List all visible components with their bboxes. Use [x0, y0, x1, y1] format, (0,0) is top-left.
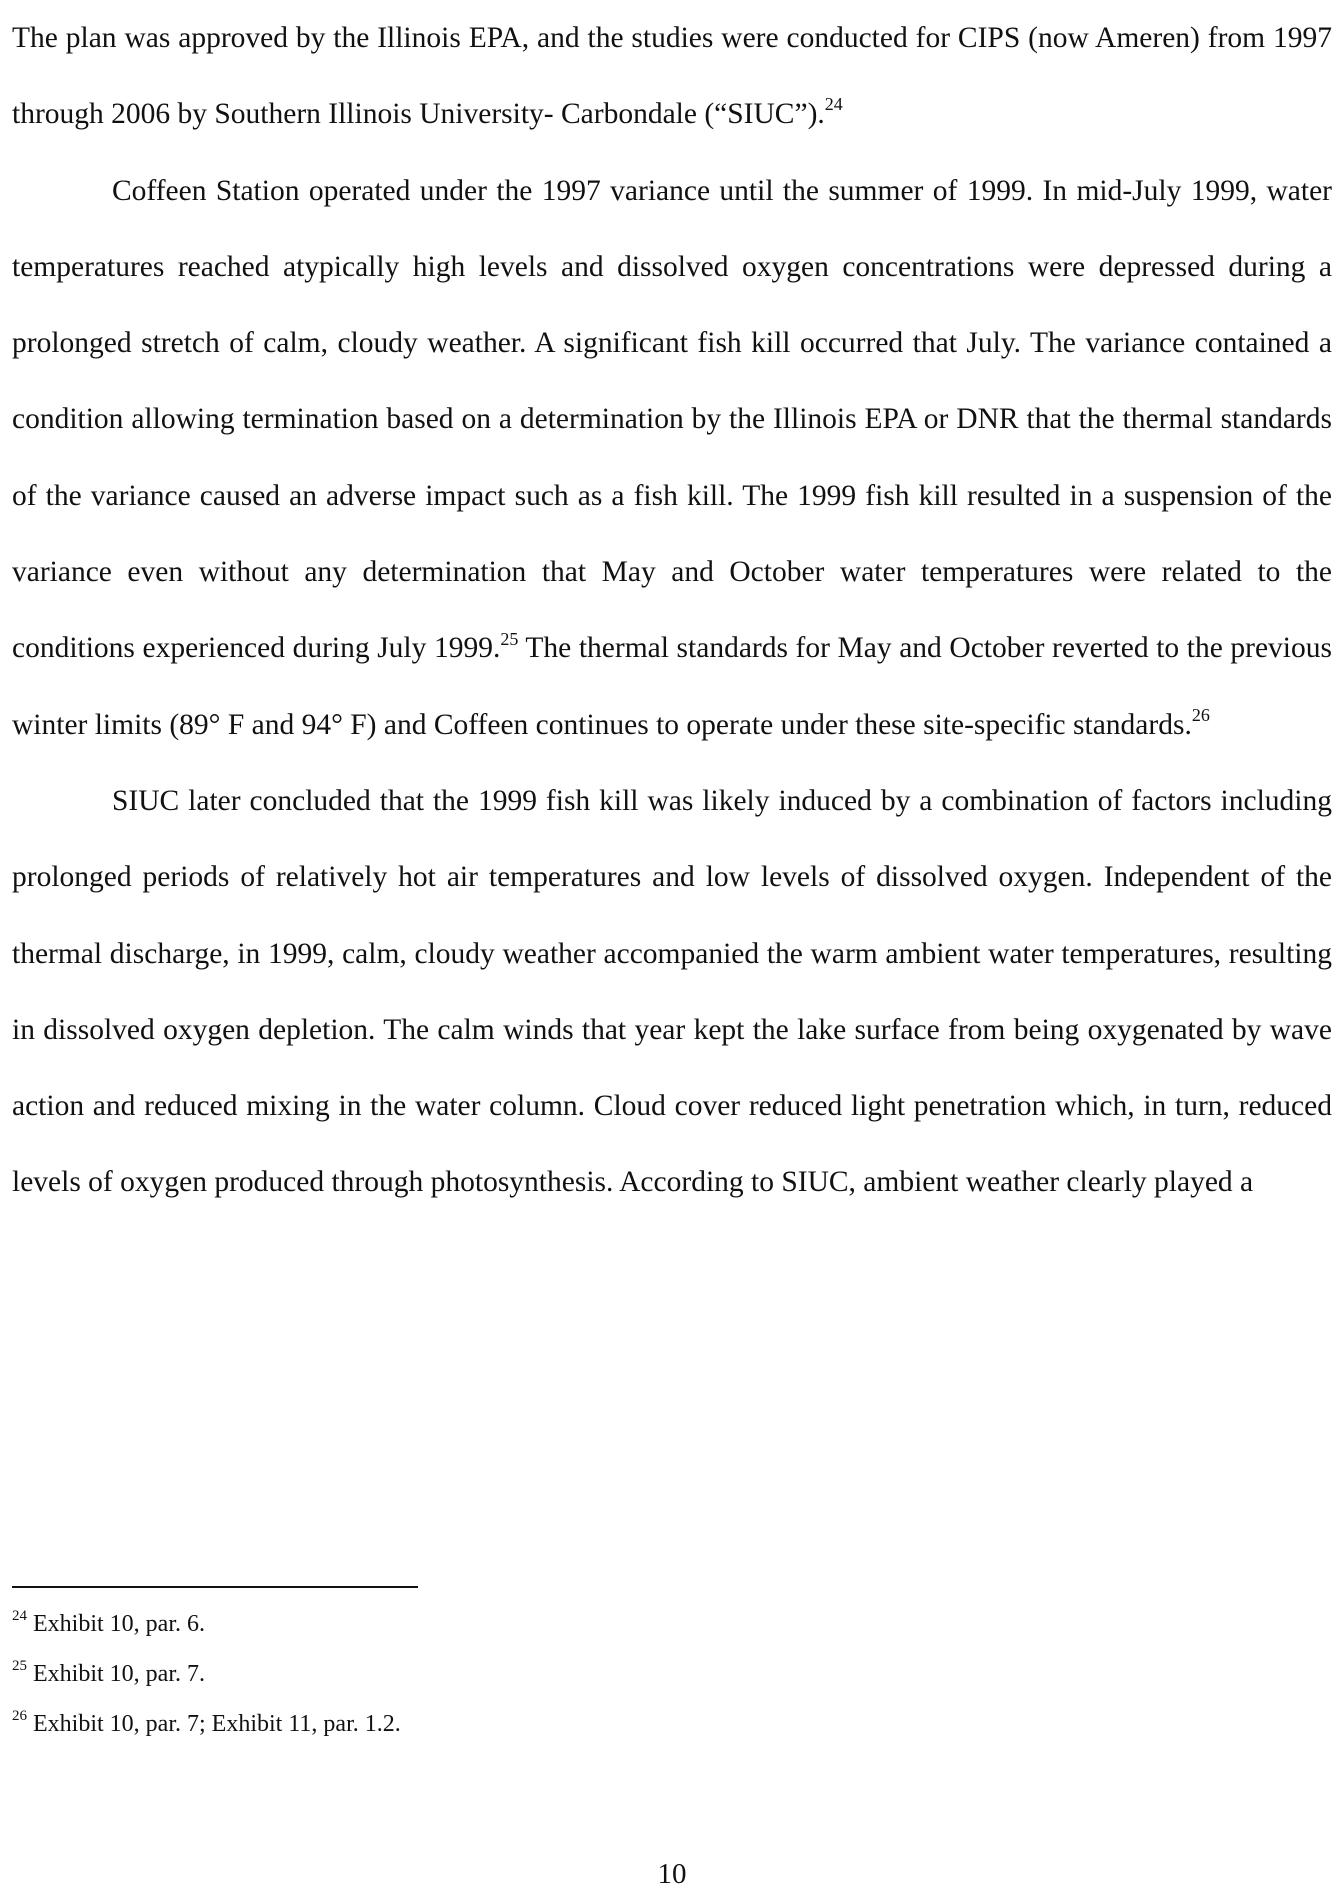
paragraph: [12, 763, 1332, 1221]
footnote-reference: 24: [824, 94, 843, 115]
footnote: [12, 1699, 912, 1749]
paragraph-text: SIUC later concluded that the 1999 fish kill was likely induced by a combination of factors including prolonged periods of relatively hot air temperatures and low levels of dissolved oxygen. Independent of the thermal discharge, in 1999, calm, cloudy weather accompanied the warm ambient water temperatures, resulting in dissolved oxygen depletion. The calm winds that year kept the lake surface from being oxygenated by wave action and reduced mixing in the water column. Cloud cover reduced light penetration which, in turn, reduced levels of oxygen produced through photosynthesis. According to SIUC, ambient weather clearly played a: [12, 784, 1332, 1199]
footnotes: [12, 1599, 912, 1749]
footnote-reference: 25: [500, 628, 519, 649]
footnote-text: Exhibit 10, par. 7.: [27, 1661, 205, 1687]
paragraph-text: The plan was approved by the Illinois EPA, and the studies were conducted for CIPS (now Ameren) from 1997 through 2006 by Southern Illinois University- Carbondale (“SIUC”).: [12, 22, 1332, 131]
footnote-reference: 26: [1191, 704, 1210, 725]
footnote-text: Exhibit 10, par. 6.: [27, 1611, 205, 1637]
body-text: [12, 0, 1332, 1221]
paragraph-text: Coffeen Station operated under the 1997 variance until the summer of 1999. In mid-July 1999, water temperatures reached atypically high levels and dissolved oxygen concentrations were depressed during a prolonged stretch of calm, cloudy weather. A significant fish kill occurred that July. The variance contained a condition allowing termination based on a determination by the Illinois EPA or DNR that the thermal standards of the variance caused an adverse impact such as a fish kill. The 1999 fish kill resulted in a suspension of the variance even without any determination that May and October water temperatures were related to the conditions experienced during July 1999.: [12, 174, 1332, 665]
footnote-separator: [12, 1586, 418, 1588]
footnote-number: 24: [12, 1608, 27, 1624]
paragraph: [12, 0, 1332, 153]
footnote: [12, 1599, 912, 1649]
paragraph-text: The thermal standards for May and October reverted to the previous winter limits (89° F and 94° F) and Coffeen continues to operate under these site-specific standards.: [12, 632, 1332, 741]
page-number: 10: [657, 1858, 687, 1890]
footnote: [12, 1649, 912, 1699]
footnote-number: 26: [12, 1708, 27, 1724]
footnote-text: Exhibit 10, par. 7; Exhibit 11, par. 1.2.: [27, 1711, 401, 1737]
paragraph: [12, 153, 1332, 763]
footnote-number: 25: [12, 1658, 27, 1674]
